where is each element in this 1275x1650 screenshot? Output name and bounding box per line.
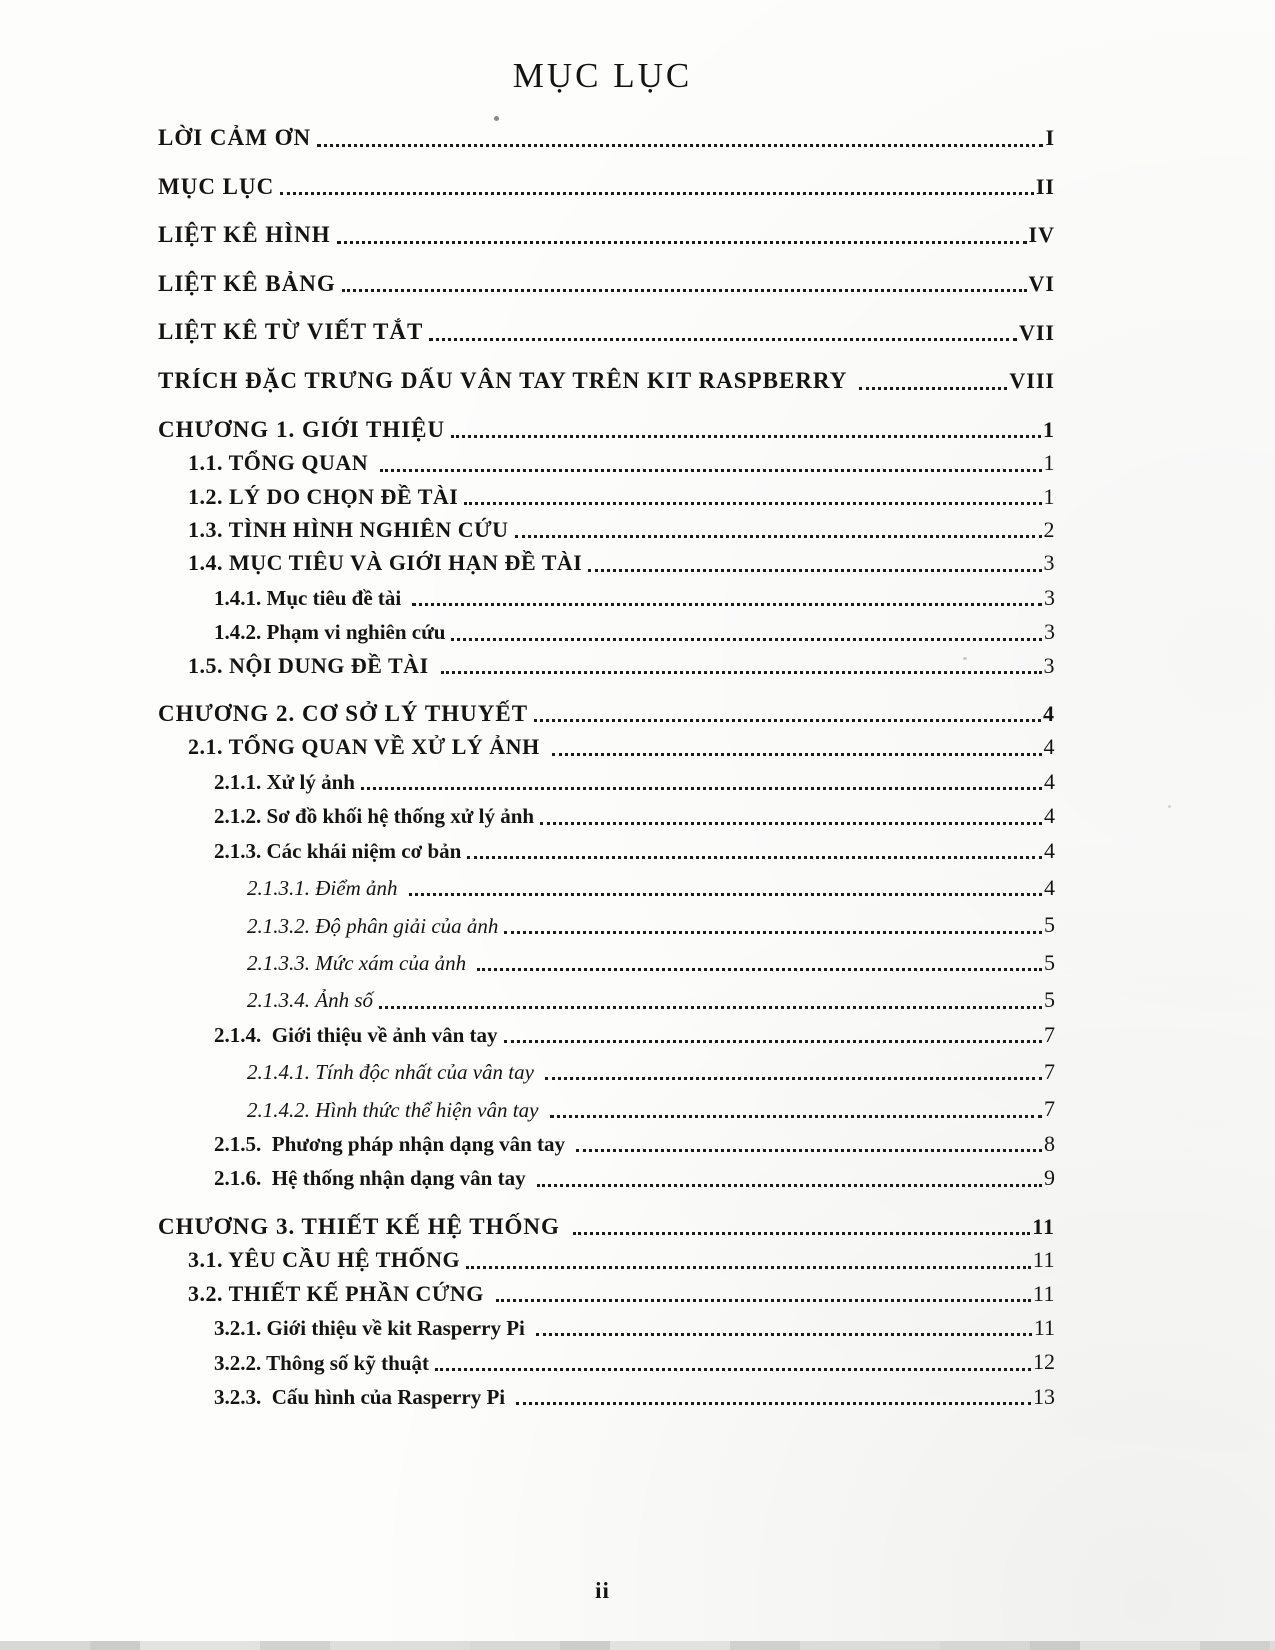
toc-page-number: 3 <box>1043 652 1055 678</box>
toc-entry-label: 3.1. YÊU CẦU HỆ THỐNG <box>188 1247 461 1273</box>
toc-page-number: 4 <box>1044 803 1055 829</box>
toc-page-number: VIII <box>1009 368 1055 394</box>
toc-entry-label: 1.4.1. Mục tiêu đề tài <box>214 585 407 610</box>
toc-page-number: 4 <box>1043 734 1055 760</box>
toc-entry <box>150 1384 1055 1410</box>
toc-entry-label: 3.2.3. Cấu hình của Rasperry Pi <box>214 1384 511 1409</box>
dot-leader <box>588 569 1041 572</box>
toc-page-number: IV <box>1028 222 1055 248</box>
toc-entry-label: 2.1.4.1. Tính độc nhất của vân tay <box>247 1060 540 1085</box>
toc-entry <box>150 450 1055 476</box>
dot-leader <box>477 968 1042 971</box>
dot-leader <box>467 856 1042 859</box>
toc-page-number: II <box>1035 173 1055 199</box>
toc-page-number: 7 <box>1044 1096 1055 1122</box>
toc-page-number: 1 <box>1043 483 1055 509</box>
toc-entry <box>150 700 1055 728</box>
toc-entry-label: 3.2. THIẾT KẾ PHẦN CỨNG <box>188 1280 490 1306</box>
toc-entry-label: CHƯƠNG 3. THIẾT KẾ HỆ THỐNG <box>158 1213 567 1239</box>
toc-page-number: 4 <box>1043 701 1055 727</box>
dot-leader <box>504 931 1042 934</box>
toc-page-number: 5 <box>1044 949 1055 975</box>
toc-page-number: 9 <box>1044 1165 1055 1191</box>
toc-entry-label: 1.4. MỤC TIÊU VÀ GIỚI HẠN ĐỀ TÀI <box>188 550 583 576</box>
dot-leader <box>545 1077 1042 1080</box>
toc-page-number: 11 <box>1032 1213 1055 1239</box>
dot-leader <box>516 1402 1031 1405</box>
toc-entry <box>150 1349 1055 1375</box>
toc-entry-label: 2.1.5. Phương pháp nhận dạng vân tay <box>214 1131 571 1156</box>
toc-page-number: 5 <box>1044 912 1055 938</box>
dot-leader <box>540 822 1042 825</box>
toc-entry <box>150 367 1055 395</box>
toc-entry-label: CHƯƠNG 1. GIỚI THIỆU <box>158 416 446 442</box>
dot-leader <box>466 1266 1031 1269</box>
dot-leader <box>412 603 1042 606</box>
toc-page-number: 2 <box>1043 516 1055 542</box>
dot-leader <box>576 1149 1042 1152</box>
toc-entry-label: 2.1.3. Các khái niệm cơ bản <box>214 838 462 863</box>
dot-leader <box>409 893 1042 896</box>
toc-page-number: 12 <box>1033 1349 1055 1375</box>
toc-entry <box>150 653 1055 679</box>
dot-leader <box>536 1333 1032 1336</box>
toc-entry-label: 2.1.3.1. Điểm ảnh <box>247 876 403 901</box>
toc-entry-label: 3.2.2. Thông số kỹ thuật <box>214 1350 429 1375</box>
dot-leader <box>534 719 1041 722</box>
toc-page-number: 3 <box>1043 550 1055 576</box>
dot-leader <box>552 753 1042 756</box>
toc-entry <box>150 1281 1055 1307</box>
toc-entry-label: 1.5. NỘI DUNG ĐỀ TÀI <box>188 652 435 678</box>
toc-entry-label: 2.1.3.4. Ảnh số <box>247 988 373 1013</box>
toc-page-number: VII <box>1018 319 1055 345</box>
toc-entry <box>150 1022 1055 1048</box>
toc-entry-label: 2.1.4. Giới thiệu về ảnh vân tay <box>214 1022 498 1047</box>
toc-entry-label: 2.1. TỔNG QUAN VỀ XỬ LÝ ẢNH <box>188 734 546 760</box>
toc-entry <box>150 517 1055 543</box>
dot-leader <box>317 144 1043 147</box>
toc-entry-label: LIỆT KÊ HÌNH <box>158 222 331 248</box>
toc-page-number: 4 <box>1044 837 1055 863</box>
toc-entry <box>150 1096 1055 1122</box>
toc-entry-label: MỤC LỤC <box>158 173 275 199</box>
toc-entry-label: 2.1.4.2. Hình thức thể hiện vân tay <box>247 1097 544 1122</box>
toc-page-number: 11 <box>1032 1280 1055 1306</box>
dot-leader <box>342 289 1027 292</box>
toc-entry <box>150 1059 1055 1085</box>
toc-entry <box>150 550 1055 576</box>
toc-page-number: I <box>1045 125 1055 151</box>
dot-leader <box>441 671 1042 674</box>
toc-page-number: 3 <box>1044 584 1055 610</box>
toc-entry <box>150 221 1055 249</box>
dot-leader <box>537 1184 1042 1187</box>
scan-noise-dot <box>963 657 967 660</box>
toc-page-number: 5 <box>1044 987 1055 1013</box>
toc-page-number: 7 <box>1044 1021 1055 1047</box>
toc-entry <box>150 987 1055 1013</box>
toc-list <box>150 124 1055 1410</box>
toc-entry-label: 2.1.3.3. Mức xám của ảnh <box>247 951 472 976</box>
toc-page-number: 11 <box>1033 1314 1055 1340</box>
toc-page-number: 8 <box>1044 1130 1055 1156</box>
toc-entry <box>150 173 1055 201</box>
toc-entry-label: LIỆT KÊ TỪ VIẾT TẮT <box>158 319 424 345</box>
toc-entry-label: 2.1.6. Hệ thống nhận dạng vân tay <box>214 1166 531 1191</box>
dot-leader <box>429 338 1017 341</box>
dot-leader <box>379 1006 1042 1009</box>
scan-edge-band <box>0 1641 1275 1650</box>
toc-entry-label: 2.1.2. Sơ đồ khối hệ thống xử lý ảnh <box>214 804 535 829</box>
toc-page-number: 4 <box>1044 768 1055 794</box>
toc-entry-label: LIỆT KÊ BẢNG <box>158 270 336 296</box>
toc-page-number: 11 <box>1032 1247 1055 1273</box>
toc-entry <box>150 619 1055 645</box>
dot-leader <box>451 435 1041 438</box>
dot-leader <box>496 1299 1031 1302</box>
toc-entry-label: 1.3. TÌNH HÌNH NGHIÊN CỨU <box>188 516 509 542</box>
page-content <box>150 0 1055 1410</box>
toc-page-number: VI <box>1028 270 1055 296</box>
toc-entry-label: 2.1.1. Xử lý ảnh <box>214 770 355 795</box>
dot-leader <box>361 787 1042 790</box>
dot-leader <box>280 192 1034 195</box>
toc-entry-label: 1.2. LÝ DO CHỌN ĐỀ TÀI <box>188 483 459 509</box>
dot-leader <box>435 1368 1031 1371</box>
dot-leader <box>573 1232 1031 1235</box>
dot-leader <box>504 1040 1043 1043</box>
toc-entry <box>150 318 1055 346</box>
toc-entry <box>150 875 1055 901</box>
toc-entry-label: 2.1.3.2. Độ phân giải của ảnh <box>247 913 499 938</box>
dot-leader <box>515 535 1042 538</box>
toc-page-number: 1 <box>1043 450 1055 476</box>
toc-entry-label: 1.4.2. Phạm vi nghiên cứu <box>214 620 446 645</box>
toc-page-number: 3 <box>1044 619 1055 645</box>
dot-leader <box>859 387 1007 390</box>
toc-entry <box>150 1247 1055 1273</box>
toc-entry <box>150 950 1055 976</box>
toc-entry <box>150 416 1055 444</box>
toc-entry <box>150 1315 1055 1341</box>
toc-entry <box>150 838 1055 864</box>
toc-entry <box>150 803 1055 829</box>
dot-leader <box>451 638 1042 641</box>
toc-entry <box>150 124 1055 152</box>
dot-leader <box>464 502 1041 505</box>
toc-entry-label: 3.2.1. Giới thiệu về kit Rasperry Pi <box>214 1316 531 1341</box>
toc-entry <box>150 912 1055 938</box>
toc-page-number: 4 <box>1044 875 1055 901</box>
page-number-footer: ii <box>595 1578 610 1603</box>
dot-leader <box>380 469 1041 472</box>
toc-page-number: 13 <box>1033 1383 1055 1409</box>
toc-entry <box>150 734 1055 760</box>
page-title: MỤC LỤC <box>512 56 693 95</box>
scan-noise-dot <box>1168 805 1171 808</box>
toc-entry <box>150 1131 1055 1157</box>
toc-entry-label: CHƯƠNG 2. CƠ SỞ LÝ THUYẾT <box>158 700 529 726</box>
toc-entry <box>150 585 1055 611</box>
toc-entry <box>150 270 1055 298</box>
dot-leader <box>337 241 1027 244</box>
toc-page-number: 1 <box>1043 416 1055 442</box>
toc-entry <box>150 1165 1055 1191</box>
toc-entry <box>150 769 1055 795</box>
toc-page-number: 7 <box>1044 1059 1055 1084</box>
toc-entry <box>150 484 1055 510</box>
toc-entry-label: 1.1. TỔNG QUAN <box>188 450 375 476</box>
toc-entry <box>150 1213 1055 1241</box>
toc-entry-label: LỜI CẢM ƠN <box>158 125 312 150</box>
dot-leader <box>550 1115 1042 1118</box>
toc-entry-label: TRÍCH ĐẶC TRƯNG DẤU VÂN TAY TRÊN KIT RASPBERRY <box>158 367 854 393</box>
